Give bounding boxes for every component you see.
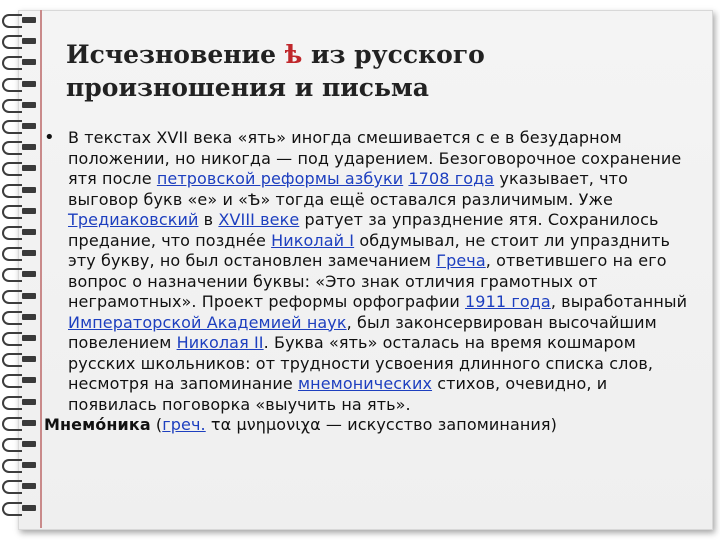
ring-arc [2,268,22,282]
link-nicholas-i[interactable]: Николай I [271,230,355,250]
link-nicholas-ii[interactable]: Николая II [176,333,264,352]
binding-ring-icon [2,162,36,173]
ring-hole [22,505,36,511]
note-term: Мнемо́ника [44,415,151,434]
binding-ring-icon [2,120,36,131]
binding-ring-icon [2,438,36,449]
ring-arc [2,290,22,304]
ring-hole [22,271,36,277]
binding-ring-icon [2,35,36,46]
slide-body [44,128,694,436]
binding-ring-icon [2,480,36,491]
binding-ring-icon [2,459,36,470]
ring-hole [22,187,36,193]
note-rest: τα μνημονιχα — искусство запоминания) [205,415,557,434]
binding-ring-icon [2,268,36,279]
mnemonics-note [44,415,694,436]
note-open: ( [150,415,163,434]
ring-arc [2,141,22,155]
ring-hole [22,356,36,362]
binding-ring-icon [2,141,36,152]
ring-hole [22,462,36,468]
text-segment: обдумывал, не стоит ли упразднить эту букву, но был остановлен замечанием [68,230,671,270]
ring-hole [22,59,36,65]
spiral-binding [0,14,40,524]
ring-hole [22,165,36,171]
binding-ring-icon [2,99,36,110]
text-segment: , выработанный [550,292,688,311]
text-segment: В текстах XVII века «ять» иногда смешивается с е в безударном положении, но никогда — под ударением. Безоговорочное сохранение ятя после [68,128,682,188]
link-academy-of-sciences[interactable]: Императорской Академией наук [68,312,347,332]
ring-hole [22,335,36,341]
ring-hole [22,38,36,44]
binding-ring-icon [2,184,36,195]
title-part-2: из русского [302,40,485,69]
ring-arc [2,226,22,240]
title-line-2: произношения и письма [66,73,429,102]
binding-ring-icon [2,290,36,301]
binding-ring-icon [2,78,36,89]
ring-hole [22,399,36,405]
ring-hole [22,250,36,256]
link-1708[interactable]: 1708 года [408,169,495,188]
text-segment: в [198,210,219,229]
link-mnemonic[interactable]: мнемонических [298,374,433,393]
binding-ring-icon [2,226,36,237]
text-segment: указывает, что выговор букв «е» и «Ѣ» тогда ещё оставался различимым. Уже [68,169,628,209]
binding-ring-icon [2,247,36,258]
ring-arc [2,162,22,176]
link-grech[interactable]: Греча [436,251,486,270]
link-18th-century[interactable]: XVIII веке [218,210,300,229]
ring-arc [2,14,22,28]
text-segment: стихов, очевидно, и появилась поговорка «выучить на ять». [68,374,608,414]
ring-arc [2,417,22,431]
ring-arc [2,311,22,325]
binding-ring-icon [2,332,36,343]
ring-hole [22,17,36,23]
binding-ring-icon [2,374,36,385]
ring-arc [2,459,22,473]
ring-hole [22,293,36,299]
ring-arc [2,502,22,516]
binding-ring-icon [2,56,36,67]
ring-hole [22,144,36,150]
ring-hole [22,123,36,129]
binding-ring-icon [2,396,36,407]
ring-hole [22,483,36,489]
text-segment: , был законсервирован высочайшим повелением [68,312,657,352]
binding-ring-icon [2,311,36,322]
binding-ring-icon [2,353,36,364]
ring-hole [22,81,36,87]
text-segment: , ответившего на его вопрос о назначении буквы: «Это знак отличия грамотных от неграмотных». Проект реформы орфографии [68,251,667,311]
ring-arc [2,353,22,367]
ring-hole [22,208,36,214]
ring-arc [2,78,22,92]
ring-arc [2,480,22,494]
ring-arc [2,247,22,261]
ring-hole [22,420,36,426]
link-trediakovsky[interactable]: Тредиаковский [68,210,199,229]
ring-arc [2,120,22,134]
margin-line [40,10,42,528]
slide-title [66,38,666,104]
ring-hole [22,229,36,235]
ring-hole [22,314,36,320]
ring-hole [22,441,36,447]
ring-arc [2,374,22,388]
binding-ring-icon [2,417,36,428]
title-part-1: Исчезновение [66,40,285,69]
binding-ring-icon [2,502,36,513]
link-petrine-reform[interactable]: петровской реформы азбуки [156,169,404,188]
bullet-paragraph [44,128,694,415]
ring-arc [2,205,22,219]
link-1911[interactable]: 1911 года [465,292,551,311]
ring-hole [22,102,36,108]
ring-arc [2,332,22,346]
text-segment: . Буква «ять» осталась на время кошмаром русских школьников: от трудности усвоения длинного списка слов, несмотря на запоминание [68,333,654,393]
link-greek[interactable]: греч. [162,415,206,434]
bullet-icon: • [44,127,55,148]
title-yat-letter: ѣ [284,40,303,69]
ring-arc [2,99,22,113]
ring-hole [22,377,36,383]
binding-ring-icon [2,14,36,25]
ring-arc [2,438,22,452]
ring-arc [2,184,22,198]
ring-arc [2,56,22,70]
binding-ring-icon [2,205,36,216]
ring-arc [2,396,22,410]
text-segment: ратует за упразднение ятя. Сохранилось предание, что позднée [68,210,659,250]
ring-arc [2,35,22,49]
